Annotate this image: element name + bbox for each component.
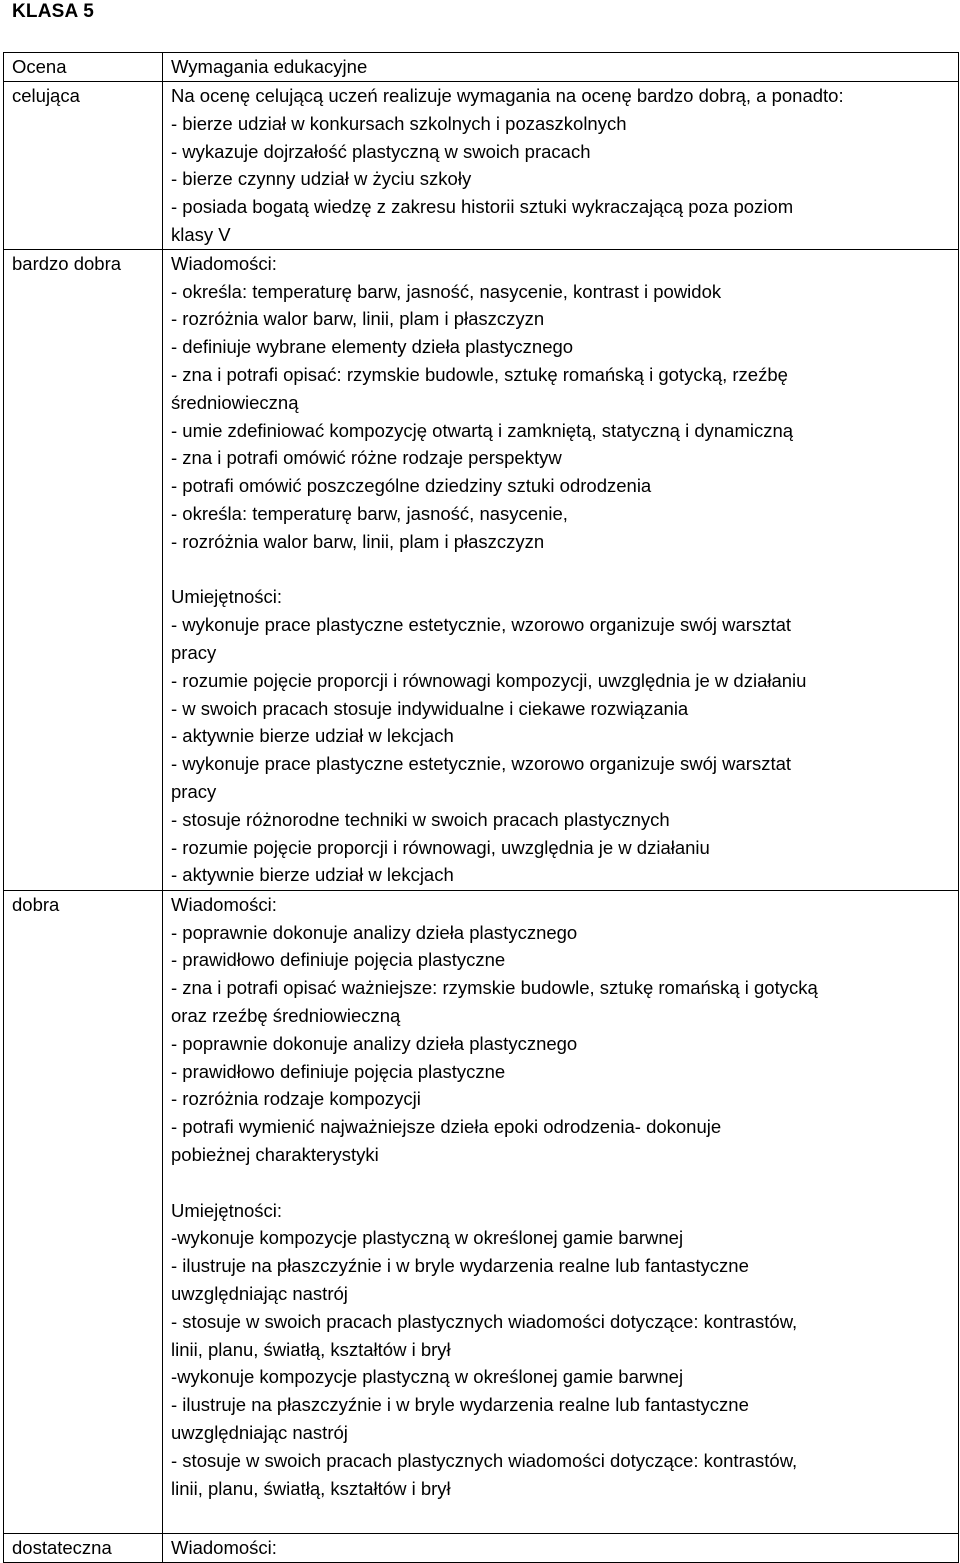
requirement-line: Umiejętności: (171, 1199, 283, 1221)
requirement-line: - poprawnie dokonuje analizy dzieła plastycznego (171, 921, 578, 943)
grade-cell (4, 82, 163, 250)
requirement-line: - potrafi omówić poszczególne dziedziny sztuki odrodzenia (171, 475, 652, 497)
requirement-line: Umiejętności: (171, 586, 283, 608)
requirement-line: - poprawnie dokonuje analizy dzieła plastycznego (171, 1032, 578, 1054)
grade-row-dobra (4, 890, 959, 1533)
grade-label: bardzo dobra (12, 252, 122, 274)
requirement-line: pobieżnej charakterystyki (171, 1143, 379, 1165)
header-grade-cell (4, 53, 163, 82)
grade-cell (4, 1533, 163, 1562)
requirement-line: pracy (171, 641, 217, 663)
grade-row-celujaca (4, 82, 959, 250)
requirement-line: - w swoich pracach stosuje indywidualne i ciekawe rozwiązania (171, 697, 689, 719)
requirement-line: -wykonuje kompozycje plastyczną w określonej gamie barwnej (171, 1227, 684, 1249)
requirement-line: linii, planu, światłą, kształtów i brył (171, 1338, 451, 1360)
requirements-table (3, 52, 959, 1563)
grade-row-dostateczna (4, 1533, 959, 1562)
requirement-line: Na ocenę celującą uczeń realizuje wymagania na ocenę bardzo dobrą, a ponadto: (171, 85, 844, 106)
requirement-line: - określa: temperaturę barw, jasność, nasycenie, (171, 502, 568, 524)
header-grade-label: Ocena (12, 56, 67, 77)
requirements-cell (163, 249, 959, 890)
requirement-line: - zna i potrafi opisać: rzymskie budowle, sztukę romańską i gotycką, rzeźbę (171, 363, 788, 385)
requirement-line: - rozróżnia walor barw, linii, plam i płaszczyzn (171, 308, 545, 330)
table-header-row (4, 53, 959, 82)
requirement-line: Wiadomości: (171, 1536, 277, 1558)
requirement-line: - zna i potrafi omówić różne rodzaje perspektyw (171, 447, 562, 469)
header-requirements-cell (163, 53, 959, 82)
requirement-line (171, 556, 954, 584)
requirement-line: Wiadomości: (171, 252, 277, 274)
requirement-line: klasy V (171, 223, 231, 245)
grade-label: dostateczna (12, 1536, 112, 1558)
requirement-line: - określa: temperaturę barw, jasność, nasycenie, kontrast i powidok (171, 280, 722, 302)
requirement-line: - posiada bogatą wiedzę z zakresu historii sztuki wykraczającą poza poziom (171, 196, 794, 218)
requirement-line: - aktywnie bierze udział w lekcjach (171, 864, 454, 886)
requirement-line: - stosuje w swoich pracach plastycznych wiadomości dotyczące: kontrastów, (171, 1310, 798, 1332)
requirement-line: - zna i potrafi opisać ważniejsze: rzymskie budowle, sztukę romańską i gotycką (171, 977, 818, 999)
requirement-line: - rozróżnia walor barw, linii, plam i płaszczyzn (171, 530, 545, 552)
requirements-cell (163, 82, 959, 250)
requirement-line: - bierze udział w konkursach szkolnych i pozaszkolnych (171, 112, 627, 134)
requirement-line: - umie zdefiniować kompozycję otwartą i zamkniętą, statyczną i dynamiczną (171, 419, 794, 441)
requirement-line: - prawidłowo definiuje pojęcia plastyczne (171, 1060, 506, 1082)
header-requirements-label: Wymagania edukacyjne (171, 56, 368, 77)
requirement-line: - rozumie pojęcie proporcji i równowagi, uwzględnia je w działaniu (171, 836, 710, 858)
requirement-line: - stosuje w swoich pracach plastycznych wiadomości dotyczące: kontrastów, (171, 1449, 798, 1471)
requirement-line: średniowieczną (171, 391, 299, 413)
requirement-line: - aktywnie bierze udział w lekcjach (171, 725, 454, 747)
requirement-line: - prawidłowo definiuje pojęcia plastyczne (171, 949, 506, 971)
requirement-line: - ilustruje na płaszczyźnie i w bryle wydarzenia realne lub fantastyczne (171, 1394, 749, 1416)
requirements-cell (163, 1533, 959, 1562)
grade-label: celująca (12, 85, 80, 106)
requirement-line: - rozróżnia rodzaje kompozycji (171, 1088, 421, 1110)
requirement-line: -wykonuje kompozycje plastyczną w określonej gamie barwnej (171, 1366, 684, 1388)
grade-cell (4, 890, 163, 1533)
requirement-line: - wykonuje prace plastyczne estetycznie, wzorowo organizuje swój warsztat (171, 753, 792, 775)
requirements-table-body (4, 53, 959, 1563)
requirement-line: - wykonuje prace plastyczne estetycznie, wzorowo organizuje swój warsztat (171, 614, 792, 636)
grade-row-bardzo-dobra (4, 249, 959, 890)
requirement-line: uwzględniając nastrój (171, 1421, 348, 1443)
requirement-line: oraz rzeźbę średniowieczną (171, 1004, 401, 1026)
requirement-line: uwzględniając nastrój (171, 1282, 348, 1304)
requirement-line: pracy (171, 780, 217, 802)
requirement-line: - potrafi wymienić najważniejsze dzieła epoki odrodzenia- dokonuje (171, 1116, 722, 1138)
requirement-line: - definiuje wybrane elementy dzieła plastycznego (171, 336, 574, 358)
requirement-line: - ilustruje na płaszczyźnie i w bryle wydarzenia realne lub fantastyczne (171, 1255, 749, 1277)
requirement-line: linii, planu, światłą, kształtów i brył (171, 1477, 451, 1499)
requirement-line: - stosuje różnorodne techniki w swoich pracach plastycznych (171, 808, 670, 830)
requirement-line: - bierze czynny udział w życiu szkoły (171, 168, 472, 190)
requirements-cell (163, 890, 959, 1533)
requirement-line: - wykazuje dojrzałość plastyczną w swoich pracach (171, 140, 591, 162)
grade-label: dobra (12, 893, 60, 915)
grade-cell (4, 249, 163, 890)
requirement-line: Wiadomości: (171, 893, 277, 915)
requirement-line: - rozumie pojęcie proporcji i równowagi kompozycji, uwzględnia je w działaniu (171, 669, 807, 691)
requirement-line (171, 1169, 954, 1197)
document-title: KLASA 5 (12, 1, 94, 22)
